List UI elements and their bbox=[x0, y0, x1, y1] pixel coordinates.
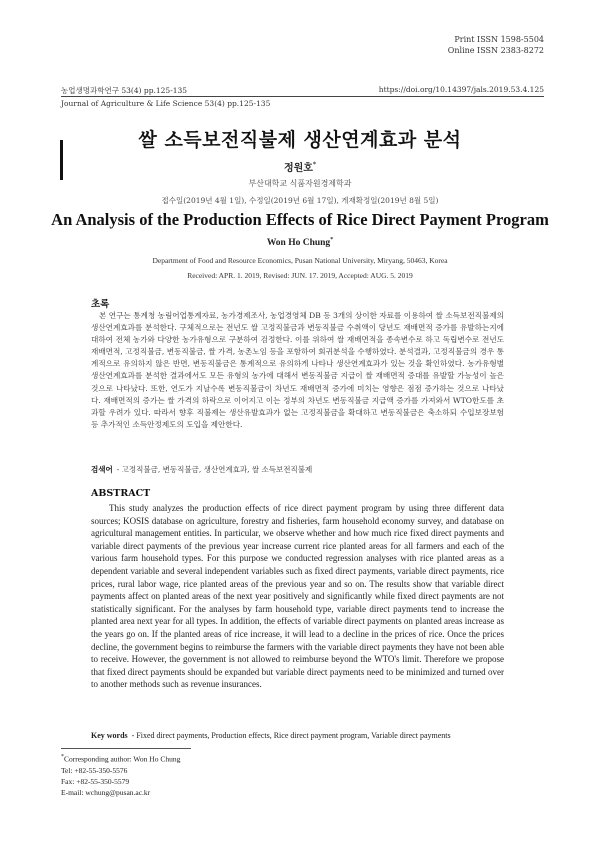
keywords-ko-list: - 고정직불금, 변동직불금, 생산연계효과, 쌀 소득보전직불제 bbox=[116, 465, 313, 474]
author-korean bbox=[0, 159, 600, 174]
footnote-rule bbox=[61, 748, 191, 749]
footnote bbox=[61, 752, 180, 799]
author-mark: * bbox=[312, 161, 317, 169]
abstract-ko-heading: 초록 bbox=[91, 299, 110, 310]
title-english: An Analysis of the Production Effects of Rice Direct Payment Program bbox=[51, 210, 549, 229]
journal-en: Journal of Agriculture & Life Science 53(4) pp.125-135 bbox=[61, 99, 271, 108]
dates-korean: 접수일(2019년 4월 1일), 수정일(2019년 6월 17일), 게재확정일(2019년 8월 5일) bbox=[161, 196, 439, 205]
footnote-corresponding bbox=[61, 752, 180, 765]
author-korean-name: 정원호 bbox=[283, 163, 313, 174]
author-mark-en: * bbox=[330, 237, 334, 243]
footnote-tel: Tel: +82-55-350-5576 bbox=[61, 765, 128, 775]
keywords-ko-label: 검색어 bbox=[91, 465, 113, 474]
affiliation-korean: 부산대학교 식품자원경제학과 bbox=[248, 179, 352, 188]
keywords-en-list: - Fixed direct payments, Production effects, Rice direct payment program, Variable direct payments bbox=[131, 731, 451, 740]
abstract-en-body: This study analyzes the production effects of rice direct payment program by using three different data sources; KOSIS database on agriculture, forestry and fisheries, farm household economy survey, and database on agricultural management entities. In particular, we observe whether and how much rice fixed direct payments and variable direct payments of the previous year increase current rice planted areas for all farmers and each of the various farm household types. For this purpose we conducted regression analyses with rice planted areas as a dependent variable and several independent variables such as fixed direct payments, variable direct payments, rice prices, rural labor wage, rice planted areas of the previous year and so on. The results show that variable direct payments affect on planted areas of the next year positively and significantly while fixed direct payments are not statistically significant. For the analyses by farm household type, variable direct payments tend to increase the planted area next year for all types. In addition, the effects of variable direct payments on planted areas increase as the years go on. If the planted areas of rice increase, it will lead to a decline in the prices of rice. Once the prices decline, the government begins to reimburse the farmers with the variable direct payments they have not been able to receive. However, the government is not allowed to reimburse beyond the WTO's limit. Therefore we propose that fixed direct payments should be expanded but variable direct payments need to be minimized and turned over to another methods such as revenue insurances. bbox=[91, 503, 504, 690]
print-issn: Print ISSN 1598-5504 bbox=[454, 35, 544, 44]
affiliation-english: Department of Food and Resource Economics, Pusan National University, Miryang, 50463, Korea bbox=[152, 256, 448, 265]
doi-link[interactable]: https://doi.org/10.14397/jals.2019.53.4.125 bbox=[378, 85, 544, 94]
keywords-en-label: Key words bbox=[91, 731, 128, 740]
author-english-name: Won Ho Chung bbox=[266, 238, 331, 249]
abstract-ko-body: 본 연구는 통계청 농림어업통계자료, 농가경제조사, 농업경영체 DB 등 3개의 상이한 자료를 이용하여 쌀 소득보전직불제의 생산연계효과를 분석한다. 구체적으로는 전년도 쌀 고정직불금과 변동직불금 수취액이 당년도 재배면적 증가를 유발하는지에 대하여 전체 농가와 다양한 농가유형으로 구분하여 검정한다. 이를 위하여 쌀 재배면적을 종속변수로 하고 독립변수로 전년도 재배면적, 고정직불금, 변동직불금, 쌀 가격, 농촌노임 등을 포함하여 회귀분석을 수행하였다. 분석결과, 고정직불금의 경우 통계적으로 유의하지 않은 반면, 변동직불금은 통계적으로 유의하게 나타나 생산연계효과가 있는 것을 확인하였다. 농가유형별 생산연계효과를 분석한 결과에서도 모든 유형의 농가에 대해서 변동직불금 지급이 쌀 재배면적 증대를 유발할 가능성이 높은 것으로 나타났다. 또한, 연도가 지날수록 변동직불금이 차년도 재배면적 증가에 미치는 영향은 점점 증가하는 것으로 나타났다. 재배면적의 증가는 쌀 가격의 하락으로 이어지고 이는 정부의 차년도 변동직불금 지급액 증가를 가져와서 WTO한도를 초과할 우려가 있다. 따라서 향후 직불제는 생산유발효과가 없는 고정직불금을 확대하고 변동직불금은 축소하되 수입보장보험 등 추가적인 소득안정제도의 도입을 제안한다. bbox=[91, 311, 504, 429]
keywords-en bbox=[91, 731, 451, 740]
footnote-corresponding-text: Corresponding author: Won Ho Chung bbox=[64, 754, 181, 764]
footnote-mark: * bbox=[61, 754, 64, 760]
author-english bbox=[0, 237, 600, 248]
journal-ko: 농업생명과학연구 53(4) pp.125-135 bbox=[61, 86, 188, 95]
title-korean: 쌀 소득보전직불제 생산연계효과 분석 bbox=[138, 129, 462, 151]
keywords-ko bbox=[91, 464, 312, 475]
footnote-email[interactable]: E-mail: wchung@pusan.ac.kr bbox=[61, 788, 151, 798]
header-rule bbox=[61, 96, 544, 97]
abstract-en-heading: ABSTRACT bbox=[91, 488, 151, 499]
dates-english: Received: APR. 1. 2019, Revised: JUN. 17. 2019, Accepted: AUG. 5. 2019 bbox=[187, 271, 413, 280]
footnote-fax: Fax: +82-55-350-5579 bbox=[61, 777, 130, 787]
running-header bbox=[61, 85, 544, 96]
online-issn: Online ISSN 2383-8272 bbox=[447, 45, 544, 55]
issn-block bbox=[448, 35, 544, 56]
